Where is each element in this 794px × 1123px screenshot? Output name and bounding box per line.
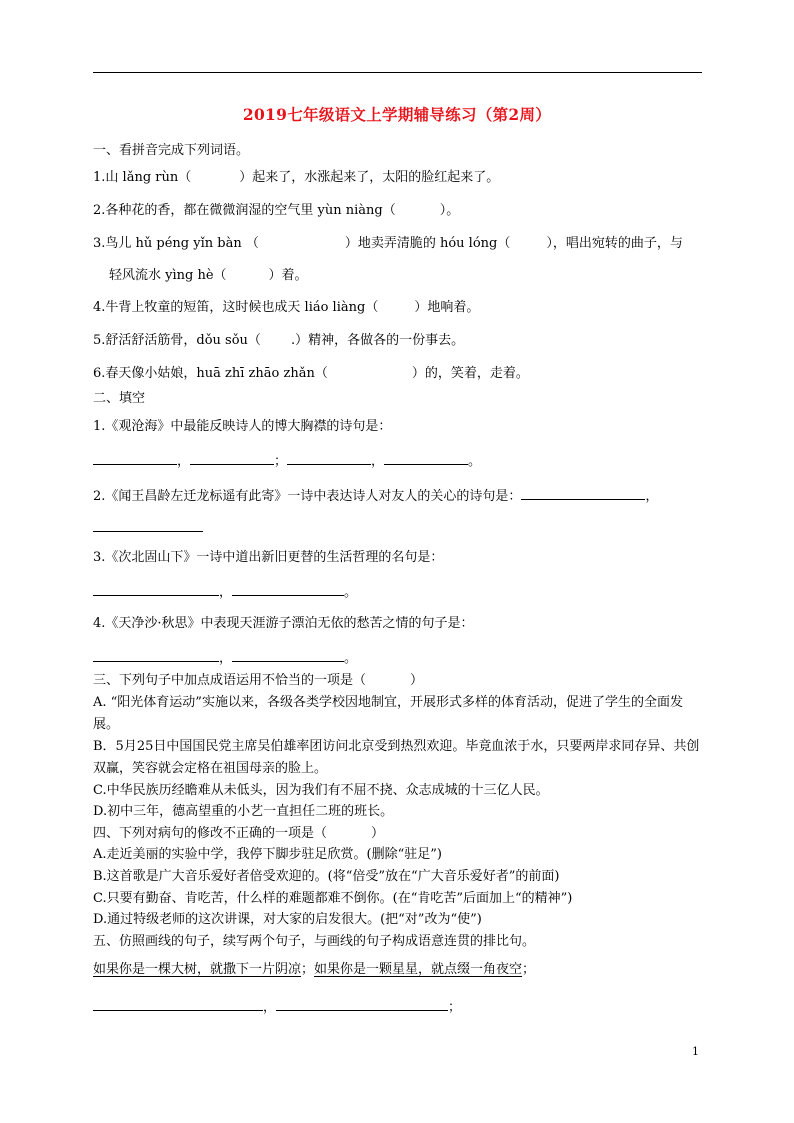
s5-blank-1[interactable]	[93, 997, 263, 1011]
s2-q1-sep-3: ，	[371, 454, 385, 469]
s5-model-clause-2: 如果你是一颗星星，就点缀一角夜空	[314, 962, 523, 977]
s5-model-end: ；	[522, 962, 536, 977]
s2-q1-blank-1[interactable]	[93, 451, 177, 465]
page-number: 1	[692, 1045, 699, 1058]
s5-blank-2[interactable]	[276, 997, 448, 1011]
s3-option-b: B．5月25日中国国民党主席吴伯雄率团访问北京受到热烈欢迎。毕竟血浓于水，只要两岸求同存异、共创双赢，笑容就会定格在祖国母亲的脸上。	[93, 739, 700, 776]
s2-q3-blank-2[interactable]	[232, 582, 344, 596]
s3-option-d: D.初中三年，德高望重的小艺一直担任二班的班长。	[93, 804, 394, 819]
s2-q4-end: 。	[344, 651, 358, 666]
s2-q3-sep: ，	[219, 585, 233, 600]
s1-q1-text-b: ）起来了，水涨起来了，太阳的脸红起来了。	[239, 170, 500, 185]
s2-q2-blank-2[interactable]	[93, 518, 203, 532]
s1-q2-text-a: 2.各种花的香，都在微微润湿的空气里 yùn niàng（	[93, 203, 396, 218]
s2-q4-blank-1[interactable]	[93, 648, 219, 662]
s1-q5-text-b: .）精神，各做各的一份事去。	[290, 333, 465, 348]
s4-heading-close: ）	[371, 826, 385, 841]
s1-q4-text-a: 4.牛背上牧童的短笛，这时候也成天 liáo liàng（	[93, 300, 379, 315]
s4-heading-text: 四、下列对病句的修改不正确的一项是（	[93, 826, 328, 841]
s2-q3-blanks	[93, 582, 357, 601]
s1-q3-text-a: 3.鸟儿 hǔ péng yǐn bàn （	[93, 236, 259, 251]
s2-question-4: 4.《天净沙·秋思》中表现天涯游子漂泊无依的愁苦之情的句子是：	[93, 616, 474, 631]
s1-question-2	[93, 203, 459, 219]
s2-q2-blank-1[interactable]	[521, 486, 645, 500]
s1-question-1	[93, 170, 499, 186]
s4-option-a: A.走近美丽的实验中学，我停下脚步驻足欣赏。(删除“驻足”)	[93, 847, 442, 862]
s3-heading-text: 三、下列句子中加点成语运用不恰当的一项是（	[93, 673, 367, 688]
s2-question-2	[93, 486, 658, 505]
s1-question-3-cont	[109, 268, 308, 284]
s1-question-4	[93, 300, 479, 316]
section-4-heading	[93, 826, 384, 842]
s2-q1-blanks	[93, 451, 481, 470]
section-2-heading: 二、填空	[93, 391, 146, 406]
section-3-heading	[93, 673, 423, 689]
s2-q4-sep: ，	[219, 651, 233, 666]
page-title: 2019七年级语文上学期辅导练习（第2周）	[242, 105, 552, 124]
s5-end: ；	[448, 1000, 462, 1015]
s5-model-sentence	[93, 962, 535, 978]
s2-q1-sep-1: ，	[177, 454, 191, 469]
s2-q2-blanks	[93, 518, 203, 537]
s2-q4-blank-2[interactable]	[232, 648, 344, 662]
s1-q3-text-d: 轻风流水 yìng hè（	[109, 268, 227, 283]
s3-option-c: C.中华民族历经瞻难从未低头，因为我们有不屈不挠、众志成城的十三亿人民。	[93, 783, 549, 798]
s2-q2-text: 2.《闻王昌龄左迁龙标遥有此寄》一诗中表达诗人对友人的关心的诗句是：	[93, 489, 522, 504]
s4-option-b: B.这首歌是广大音乐爱好者倍受欢迎的。(将“倍受”放在“广大音乐爱好者”的前面)	[93, 869, 560, 884]
section-5-heading: 五、仿照画线的句子，续写两个句子，与画线的句子构成语意连贯的排比句。	[93, 934, 536, 949]
s1-q3-text-e: ）着。	[268, 268, 308, 283]
s1-q5-text-a: 5.舒活舒活筋骨，dǒu sǒu（	[93, 333, 261, 348]
s1-q2-text-b: ）。	[439, 203, 460, 218]
s2-q1-blank-2[interactable]	[190, 451, 274, 465]
s1-q3-text-b: ）地卖弄清脆的 hóu lóng（	[344, 236, 511, 251]
s5-sep: ，	[263, 1000, 277, 1015]
section-1-heading: 一、看拼音完成下列词语。	[93, 143, 250, 158]
s1-q3-text-c: ），唱出宛转的曲子，与	[546, 236, 683, 251]
s5-model-clause-1: 如果你是一棵大树，就撒下一片阴凉	[93, 962, 302, 977]
s1-q1-text-a: 1.山 lǎng rùn（	[93, 170, 192, 185]
s1-question-3	[93, 236, 683, 252]
s2-q4-blanks	[93, 648, 357, 667]
s2-q2-sep: ，	[645, 489, 659, 504]
s2-q1-blank-4[interactable]	[384, 451, 468, 465]
s5-blanks	[93, 997, 461, 1016]
s2-q1-end: 。	[468, 454, 482, 469]
s2-q3-end: 。	[344, 585, 358, 600]
s3-heading-close: ）	[410, 673, 424, 688]
s1-q4-text-b: ）地响着。	[414, 300, 480, 315]
s2-q1-sep-2: ；	[274, 454, 288, 469]
s4-option-c: C.只要有勤奋、肯吃苦，什么样的难题都难不倒你。(在“肯吃苦”后面加上“的精神”)	[93, 891, 573, 906]
s1-q6-text-a: 6.春天像小姑娘，huā zhī zhāo zhǎn（	[93, 366, 328, 381]
s2-q1-blank-3[interactable]	[287, 451, 371, 465]
header-rule	[93, 72, 702, 73]
s2-question-3: 3.《次北固山下》一诗中道出新旧更替的生活哲理的名句是：	[93, 550, 444, 565]
s5-model-sep: ；	[301, 962, 315, 977]
s2-q3-blank-1[interactable]	[93, 582, 219, 596]
s1-question-5	[93, 333, 464, 349]
s3-option-a: A. “阳光体育运动”实施以来，各级各类学校因地制宜，开展形式多样的体育活动，促进了学生的全面发展。	[93, 695, 683, 732]
s1-question-6	[93, 366, 529, 382]
s2-question-1: 1.《观沧海》中最能反映诗人的博大胸襟的诗句是：	[93, 419, 392, 434]
s4-option-d: D.通过特级老师的这次讲课，对大家的启发很大。(把“对”改为“使”)	[93, 912, 482, 927]
s1-q6-text-b: ）的，笑着，走着。	[411, 366, 529, 381]
